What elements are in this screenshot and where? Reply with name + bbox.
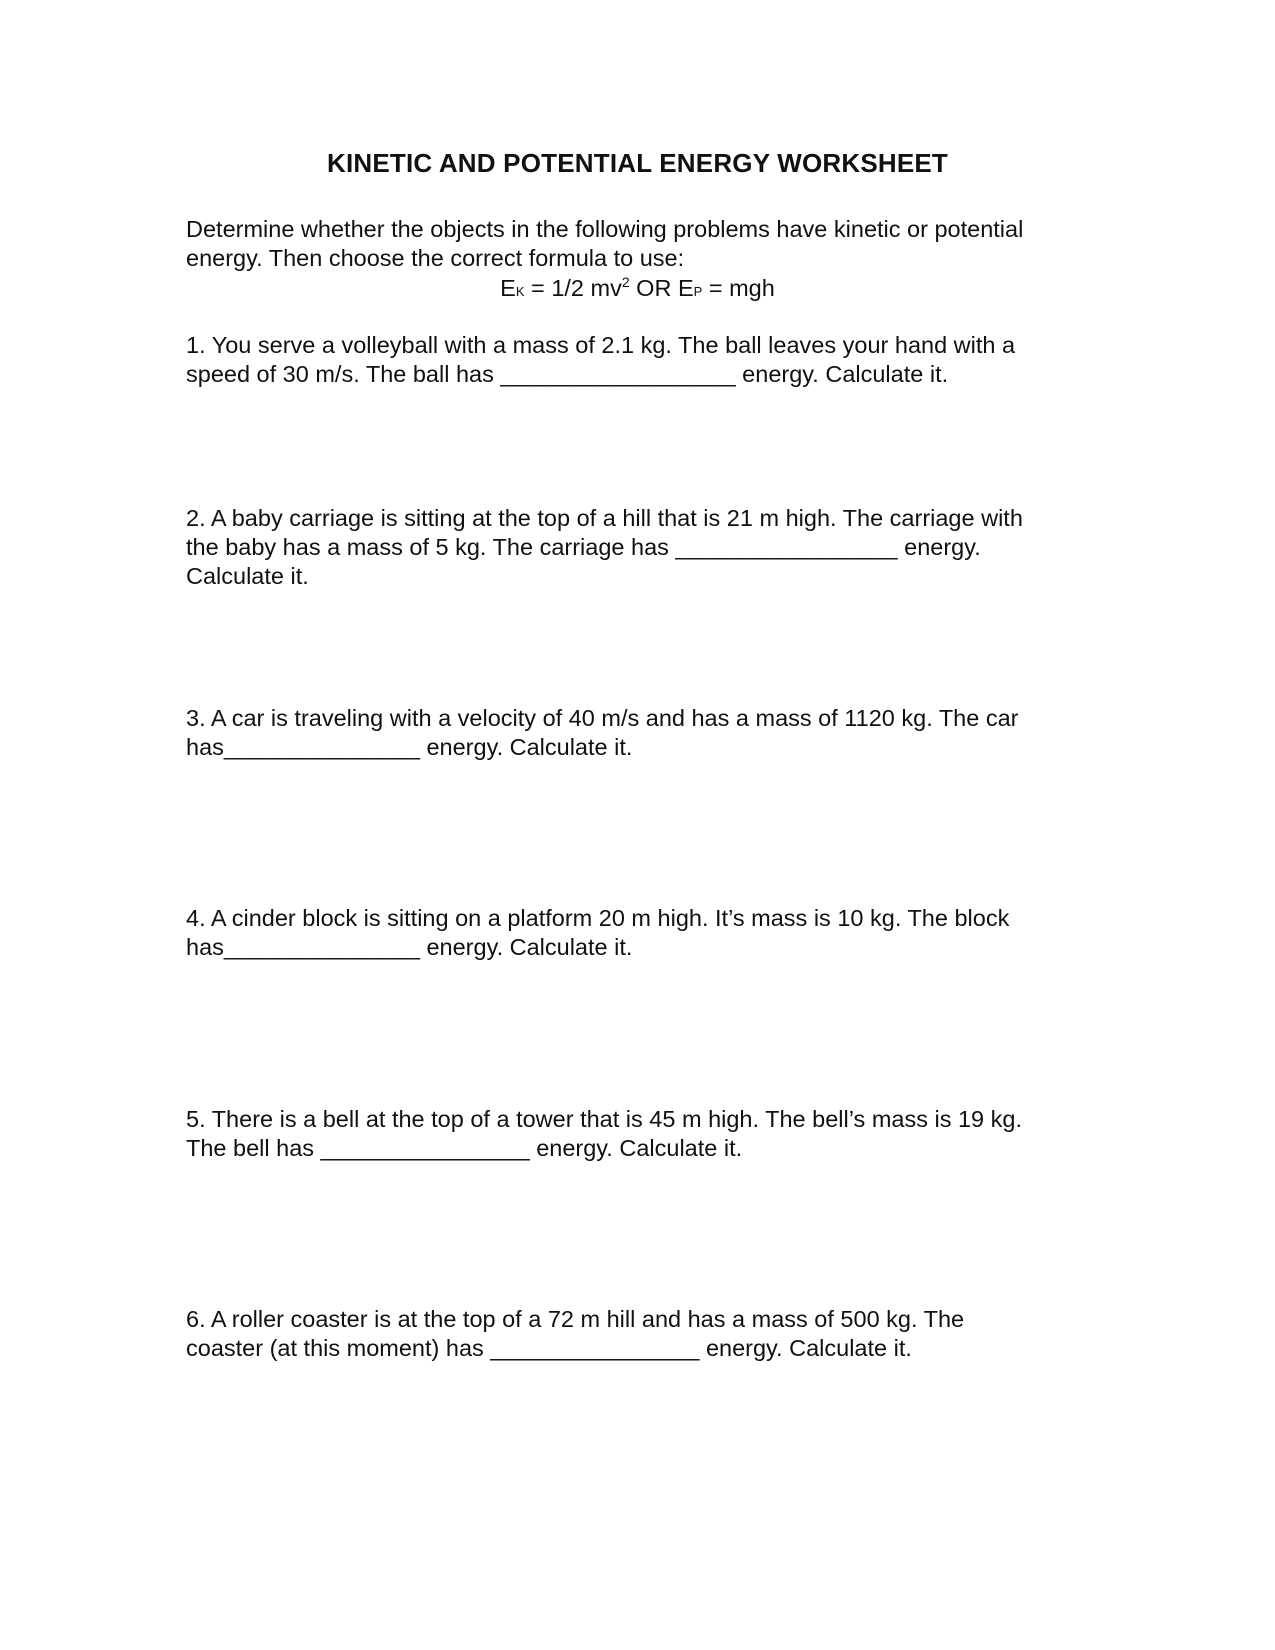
velocity-exponent: 2	[621, 274, 630, 290]
question-line: 5. There is a bell at the top of a tower that is 45 m high. The bell’s mass is 19 kg.	[186, 1106, 1023, 1132]
potential-energy-subscript: P	[693, 284, 703, 299]
question-6	[186, 1305, 1091, 1363]
question-line: coaster (at this moment) has ________________ energy. Calculate it.	[186, 1335, 912, 1361]
formula-separator: OR	[629, 275, 678, 301]
question-3	[186, 704, 1091, 762]
question-line: 4. A cinder block is sitting on a platform 20 m high. It’s mass is 10 kg. The block	[186, 905, 1010, 931]
question-line: The bell has ________________ energy. Calculate it.	[186, 1135, 743, 1161]
potential-energy-symbol: E	[677, 275, 694, 301]
question-1	[186, 331, 1091, 389]
question-line: has_______________ energy. Calculate it.	[186, 934, 633, 960]
question-line: the baby has a mass of 5 kg. The carriage has _________________ energy.	[186, 534, 981, 560]
kinetic-energy-subscript: K	[515, 284, 525, 299]
energy-formulas	[0, 274, 1275, 306]
question-line: 6. A roller coaster is at the top of a 72 m hill and has a mass of 500 kg. The	[186, 1306, 965, 1332]
page-title: KINETIC AND POTENTIAL ENERGY WORKSHEET	[326, 148, 949, 178]
instructions-line: energy. Then choose the correct formula to use:	[186, 245, 685, 271]
question-line: speed of 30 m/s. The ball has __________________ energy. Calculate it.	[186, 361, 949, 387]
kinetic-energy-symbol: E	[500, 275, 516, 301]
kinetic-energy-expression: = 1/2 mv	[524, 275, 622, 301]
potential-energy-expression: = mgh	[702, 275, 775, 301]
question-2	[186, 504, 1091, 591]
question-line: 2. A baby carriage is sitting at the top of a hill that is 21 m high. The carriage with	[186, 505, 1023, 531]
question-line: 1. You serve a volleyball with a mass of 2.1 kg. The ball leaves your hand with a	[186, 332, 1016, 358]
instructions	[186, 215, 1091, 273]
instructions-line: Determine whether the objects in the following problems have kinetic or potential	[186, 216, 1024, 242]
question-line: has_______________ energy. Calculate it.	[186, 734, 633, 760]
question-5	[186, 1105, 1091, 1163]
question-line: Calculate it.	[186, 563, 309, 589]
question-line: 3. A car is traveling with a velocity of 40 m/s and has a mass of 1120 kg. The car	[186, 705, 1019, 731]
question-4	[186, 904, 1091, 962]
